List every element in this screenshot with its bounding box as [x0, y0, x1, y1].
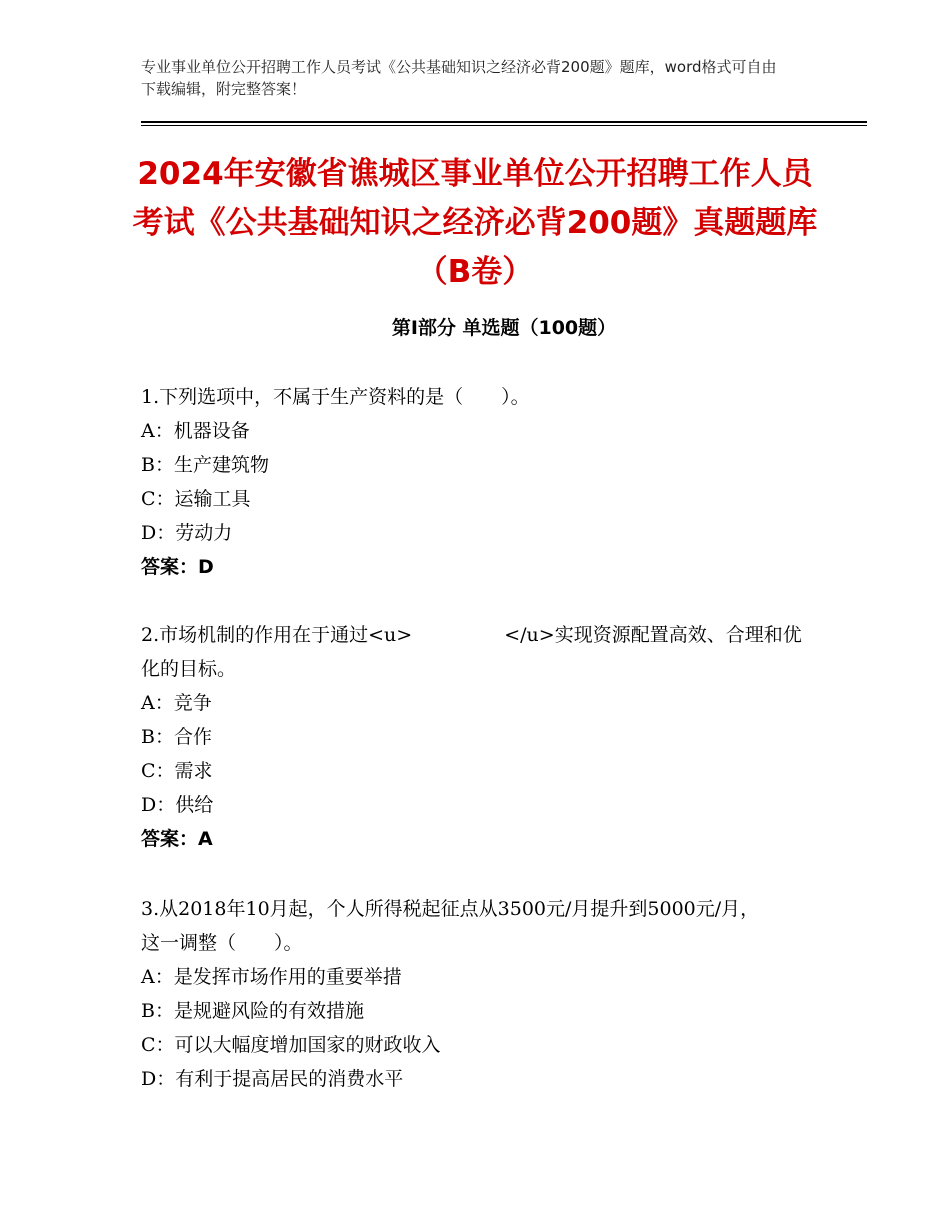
document-title: 2024年安徽省谯城区事业单位公开招聘工作人员考试《公共基础知识之经济必背200题》真题题库（B卷）: [132, 156, 818, 290]
question-1-option-c: C：运输工具: [141, 488, 251, 510]
question-1-option-d: D：劳动力: [141, 522, 233, 544]
question-3: [141, 892, 776, 1096]
question-3-stem: 3.从2018年10月起，个人所得税起征点从3500元/月提升到5000元/月，这一调整（ ）。: [141, 898, 760, 954]
question-1-option-b: B：生产建筑物: [141, 454, 269, 476]
question-3-option-d: D：有利于提高居民的消费水平: [141, 1068, 404, 1090]
question-2-stem-part-2: </u>实现资源配置高效、合理和优化的目标。: [141, 624, 802, 680]
header-rule-thin: [141, 125, 867, 126]
question-2-stem-part-1: 2.市场机制的作用在于通过<u>: [141, 624, 413, 646]
header-note: 专业事业单位公开招聘工作人员考试《公共基础知识之经济必背200题》题库，word格式可自由下载编辑，附完整答案！: [141, 58, 777, 98]
question-3-option-c: C：可以大幅度增加国家的财政收入: [141, 1034, 441, 1056]
question-2-stem: [141, 618, 811, 686]
question-2-option-d: D：供给: [141, 794, 214, 816]
question-2-option-b: B：合作: [141, 726, 212, 748]
question-2-answer: 答案：A: [141, 828, 213, 850]
question-1-stem: 1.下列选项中，不属于生产资料的是（ ）。: [141, 386, 530, 408]
question-1-option-a: A：机器设备: [141, 420, 250, 442]
section-title: 第Ⅰ部分 单选题（100题）: [391, 317, 617, 339]
question-3-option-b: B：是规避风险的有效措施: [141, 1000, 364, 1022]
question-1: [141, 380, 821, 584]
question-2-option-a: A：竞争: [141, 692, 212, 714]
header-rule-thick: [141, 121, 867, 123]
question-2-option-c: C：需求: [141, 760, 213, 782]
question-3-option-a: A：是发挥市场作用的重要举措: [141, 966, 402, 988]
question-2: [141, 618, 811, 856]
question-1-answer: 答案：D: [141, 556, 214, 578]
